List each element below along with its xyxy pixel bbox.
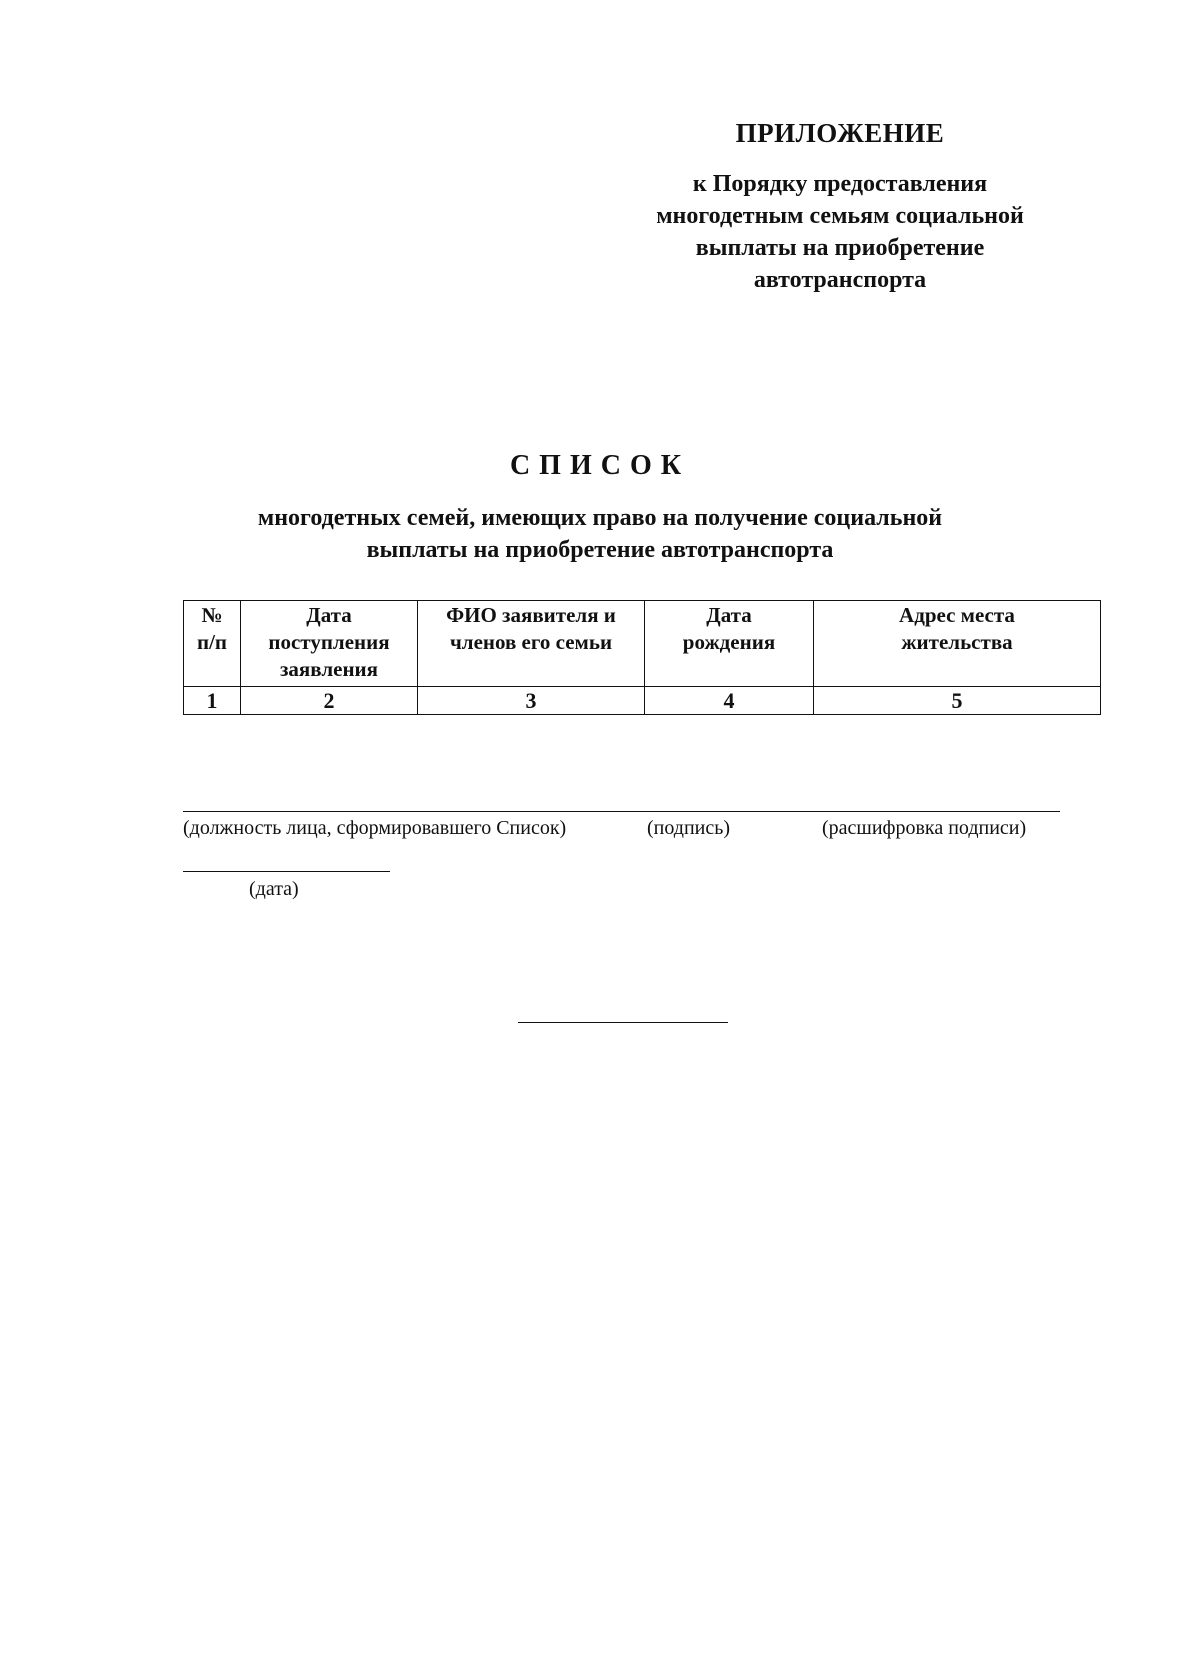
subtitle-line: многодетных семей, имеющих право на получение социальной bbox=[257, 505, 943, 531]
appendix-block bbox=[620, 118, 1060, 296]
header-applicant-name: ФИО заявителя и членов его семьи bbox=[418, 601, 645, 687]
date-label: (дата) bbox=[249, 878, 299, 900]
table-cell: 1 bbox=[184, 687, 241, 715]
families-table bbox=[183, 600, 1101, 715]
appendix-line: автотранспорта bbox=[753, 267, 927, 293]
table-cell: 2 bbox=[241, 687, 418, 715]
document-title: СПИСОК bbox=[509, 450, 691, 481]
decoding-label: (расшифровка подписи) bbox=[822, 817, 1027, 839]
header-number: № п/п bbox=[184, 601, 241, 687]
header-address: Адрес места жительства bbox=[814, 601, 1101, 687]
date-line bbox=[183, 871, 390, 872]
appendix-line: к Порядку предоставления bbox=[692, 171, 988, 197]
document-subtitle bbox=[150, 502, 1050, 566]
appendix-title: ПРИЛОЖЕНИЕ bbox=[735, 118, 945, 148]
table-header-row bbox=[184, 601, 1101, 687]
table-row bbox=[184, 687, 1101, 715]
position-label: (должность лица, сформировавшего Список) bbox=[183, 817, 567, 839]
header-birth-date: Дата рождения bbox=[645, 601, 814, 687]
header-application-date: Дата поступления заявления bbox=[241, 601, 418, 687]
table-cell: 4 bbox=[645, 687, 814, 715]
end-divider bbox=[518, 1022, 728, 1023]
table-cell: 3 bbox=[418, 687, 645, 715]
appendix-line: многодетным семьям социальной bbox=[656, 203, 1024, 229]
signature-label: (подпись) bbox=[647, 817, 731, 839]
signature-line bbox=[183, 811, 1060, 812]
subtitle-line: выплаты на приобретение автотранспорта bbox=[366, 537, 834, 563]
table-cell: 5 bbox=[814, 687, 1101, 715]
appendix-line: выплаты на приобретение bbox=[695, 235, 985, 261]
